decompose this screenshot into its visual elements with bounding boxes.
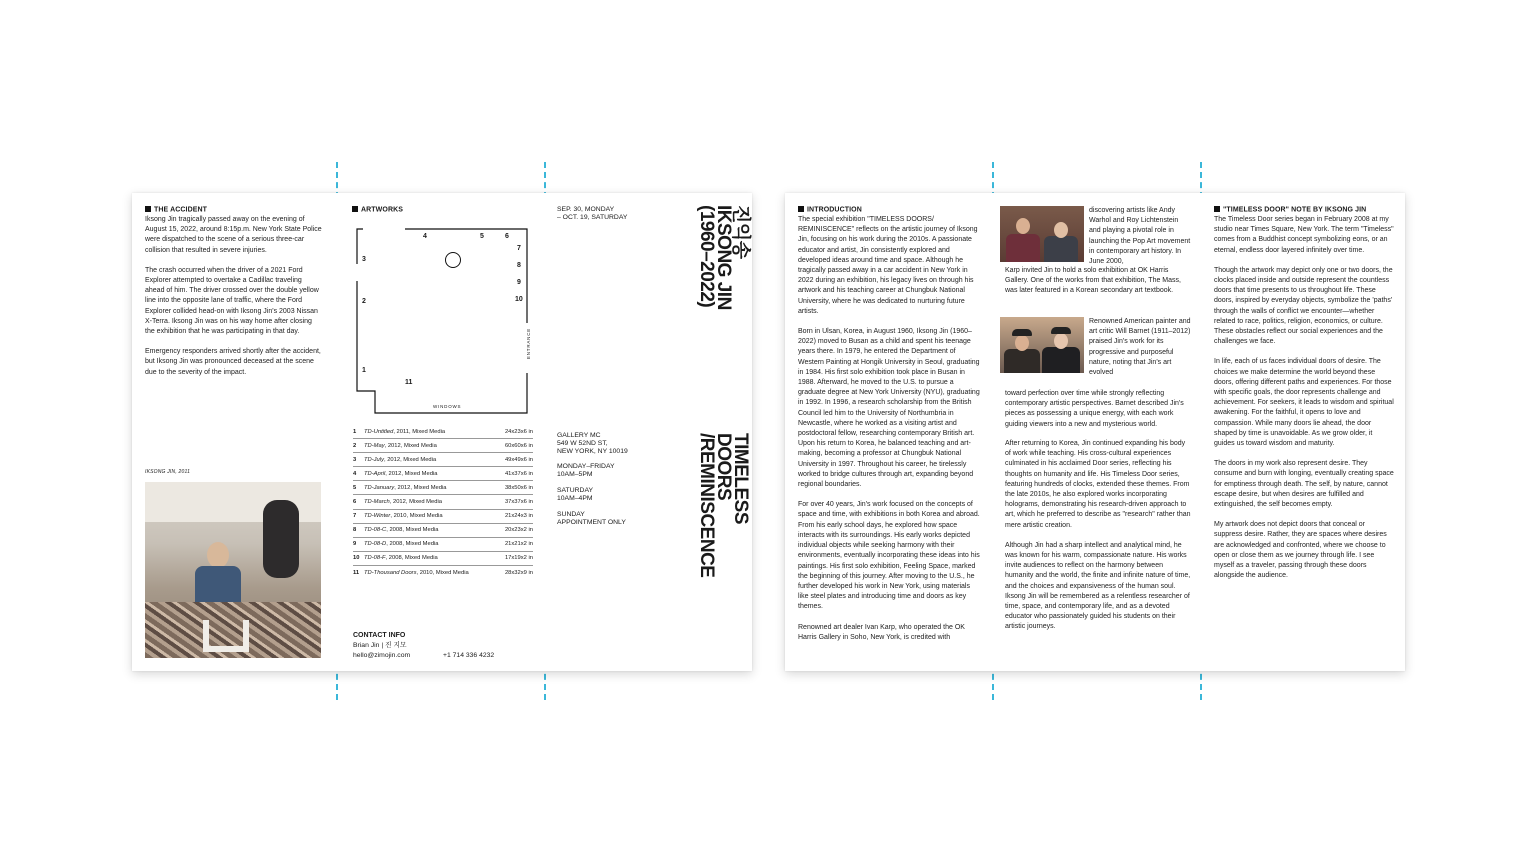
contact-email[interactable]: hello@zimojin.com xyxy=(353,652,411,659)
accident-text xyxy=(145,215,323,378)
gallery-address xyxy=(557,432,628,455)
address-line: 549 W 52ND ST, xyxy=(557,439,608,447)
note-paragraph: In life, each of us faces individual doors of desire. The choices we make determine the world beyond these doors, offering different paths and experiences. For those with specific goals, the door represents challenge and achievement. For seekers, it leads to wisdom and spiritual awakening. For the faithful, it opens to love and compassion. While many doors lie ahead, the door shaped by time is unavoidable. As we grow older, it guides us toward wisdom and maturity. xyxy=(1214,358,1394,448)
artist-years: (1960–2022) xyxy=(696,205,717,308)
brochure-outside-sheet xyxy=(132,193,752,671)
artwork-row: 2 TD-May, 2012, Mixed Media 60x60x6 in xyxy=(353,439,533,453)
title-line: DOORS xyxy=(713,433,734,501)
note-paragraph: The Timeless Door series began in February 2008 at my studio near Times Square, New York. The term "Timeless" comes from a Buddhist concept symbolizing eons, or an eternal, endless door layered infinitely over time. xyxy=(1214,216,1394,254)
artwork-row: 7 TD-Winter, 2010, Mixed Media 21x24x3 in xyxy=(353,510,533,524)
continued-text-wrap1: discovering artists like Andy Warhol and Roy Lichtenstein and playing a pivotal role in launching the Pop Art movement in contemporary art history. In June 2000, xyxy=(1089,207,1191,266)
artwork-row: 6 TD-March, 2012, Mixed Media 37x37x6 in xyxy=(353,495,533,509)
panel-artworks xyxy=(337,193,545,671)
plan-number: 6 xyxy=(505,233,509,240)
artists-photo xyxy=(1000,317,1084,373)
continued-text-wrap2: Renowned American painter and art critic Will Barnet (1911–2012) praised Jin's work for its progressive and purposeful nature, noting that Jin's art evolved xyxy=(1089,318,1191,377)
plan-number: 1 xyxy=(362,367,366,374)
artist-name-vertical xyxy=(698,205,749,310)
plan-number: 3 xyxy=(362,256,366,263)
intro-paragraph: Renowned art dealer Ivan Karp, who operated the OK Harris Gallery in Soho, New York, is credited with xyxy=(798,623,965,641)
artwork-row: 4 TD-April, 2012, Mixed Media 41x37x6 in xyxy=(353,467,533,481)
title-line: /REMINISCENCE xyxy=(696,433,717,578)
panel-introduction xyxy=(785,193,991,671)
floor-plan-walls xyxy=(353,221,537,421)
continued-paragraph: Although Jin had a sharp intellect and analytical mind, he was known for his warm, compassionate nature. His works invite audiences to reflect on the harmony between humanity and the world, the finite and infinite nature of time, and the choices and expansiveness of the human soul. Iksong Jin will be remembered as a relentless researcher of time, space, and contemporary life, and as a devoted educator who passionately guided his students on their artistic journeys. xyxy=(1005,541,1191,631)
note-paragraph: The doors in my work also represent desire. They consume and burn with longing, eventually creating space for emptiness through death. The self, by nature, cannot escape desire, but when desires are fulfilled and extinguished, the self becomes empty. xyxy=(1214,460,1394,509)
introduction-heading: INTRODUCTION xyxy=(798,206,862,215)
artist-name: IKSONG JIN xyxy=(713,205,734,310)
contact-info xyxy=(353,631,495,661)
artwork-row: 5 TD-January, 2012, Mixed Media 38x50x6 in xyxy=(353,481,533,495)
artwork-row: 1 TD-Untitled, 2011, Mixed Media 24x23x6 in xyxy=(353,425,533,439)
title-line: TIMELESS xyxy=(730,433,751,525)
artworks-heading: ARTWORKS xyxy=(352,206,403,215)
intro-paragraph: The special exhibition "TIMELESS DOORS/ REMINISCENCE" reflects on the artistic journey of Iksong Jin, focusing on his work during the 2010s. A passionate educator and artist, Jin consistently explored and developed ideas around time and space. Although he tragically passed away in a car accident in New York in 2022 during an exhibition, his legacy lives on through his artwork and his teaching career at Chungbuk National University, where he was dedicated to nurturing future artists. xyxy=(798,216,978,315)
hours-saturday: SATURDAY 10AM–4PM xyxy=(557,487,594,502)
artwork-row: 9 TD-08-D, 2008, Mixed Media 21x21x2 in xyxy=(353,538,533,552)
plan-number: 4 xyxy=(423,233,427,240)
accident-paragraph: The crash occurred when the driver of a 2021 Ford Explorer attempted to overtake a Cadillac traveling ahead of him. The driver crossed over the double yellow line into the opposite lane of traffic, where the Ford Explorer collided head-on with Iksong Jin's 2003 Nissan X-Terra. Iksong Jin was on his way home after closing the exhibition that he was participating in that day. xyxy=(145,266,319,336)
artwork-row: 10 TD-08-F, 2008, Mixed Media 17x19x2 in xyxy=(353,552,533,566)
artist-studio-photo xyxy=(145,482,321,658)
plan-number: 2 xyxy=(362,298,366,305)
date-end: – OCT. 19, SATURDAY xyxy=(557,213,628,221)
accident-paragraph: Emergency responders arrived shortly after the accident, but Iksong Jin was pronounced deceased at the scene due to the severity of the impact. xyxy=(145,348,321,376)
accident-paragraph: Iksong Jin tragically passed away on the evening of August 15, 2022, around 8:15p.m. New York State Police were dispatched to the scene of a serious three-car collision that resulted in severe injuries. xyxy=(145,216,322,254)
plan-number: 10 xyxy=(515,296,523,303)
continued-text-body xyxy=(1005,439,1191,633)
panel-artist-note xyxy=(1200,193,1405,671)
introduction-text xyxy=(798,215,981,643)
gallery-name: GALLERY MC xyxy=(557,432,601,439)
intro-paragraph: For over 40 years, Jin's work focused on the concepts of space and time, with exhibitions in both Korea and abroad. From his early school days, he explored how space interacts with its surroundings. His early works depicted individual objects while seeking harmony with their environments, eventually incorporating these ideas into his paintings. His first solo exhibition, Feeling Space, marked the beginning of this journey. After moving to the U.S., he further developed his work in New York, using materials like steel plates and introducing time and doors as key themes. xyxy=(798,501,980,611)
contact-heading: CONTACT INFO xyxy=(353,632,406,639)
hours-sunday: SUNDAY APPOINTMENT ONLY xyxy=(557,511,626,526)
exhibition-dates xyxy=(557,206,627,222)
artist-name-korean: 진익송 xyxy=(730,205,751,259)
panel-accident xyxy=(132,193,336,671)
plan-number: 8 xyxy=(517,262,521,269)
entrance-label: ENTRANCE xyxy=(526,327,532,360)
photo-caption: IKSONG JIN, 2011 xyxy=(145,469,191,475)
note-paragraph: Though the artwork may depict only one or two doors, the clocks placed inside and outside represent the countless doors that time presents to us throughout life. These doors, inspired by everyday objects, symbolize the 'paths' through the walls of conflict we encounter—whether related to race, politics, religion, economics, or culture. These obstacles reflect our social experiences and the challenges we face. xyxy=(1214,266,1393,346)
panel-cover xyxy=(545,193,752,671)
artwork-row: 8 TD-08-C, 2008, Mixed Media 20x23x2 in xyxy=(353,524,533,538)
note-text xyxy=(1214,215,1394,582)
plan-number: 5 xyxy=(480,233,484,240)
brochure-inside-sheet xyxy=(785,193,1405,671)
intro-paragraph: Born in Ulsan, Korea, in August 1960, Iksong Jin (1960–2022) moved to Busan as a child and spent his teenage years there. In 1979, he entered the Department of Western Painting at Hongik University in Seoul, graduating in 1984. His first solo exhibition took place in Busan in 1988. Afterward, he moved to the U.S. to pursue a graduate degree at New York University (NYU), graduating in 1992. In 1996, a research scholarship from the British Council led him to the University of Northumbria in Newcastle, where he worked as a visiting artist and postdoctoral fellow, researching contemporary British art. Upon his return to Korea, he balanced teaching and art-making, becoming a professor at Chungbuk National University in 1997. Throughout his career, he tirelessly worked to bridge cultures through art, expanding beyond regional boundaries. xyxy=(798,328,980,489)
accident-heading: THE ACCIDENT xyxy=(145,206,207,215)
note-heading: "TIMELESS DOOR" NOTE BY IKSONG JIN xyxy=(1214,206,1366,215)
plan-number: 11 xyxy=(405,379,413,386)
continued-paragraph: After returning to Korea, Jin continued expanding his body of work while teaching. His cross-cultural experiences culminated in his acclaimed Door series, reflecting his thoughts on humanity and life. His Timeless Door series, featuring hundreds of clocks, extended these themes. From the late 2010s, he also explored works incorporating holograms, demonstrating his research-driven approach to art, which he preferred to describe as "research" rather than mere artistic creation. xyxy=(1005,440,1191,529)
hours-weekday: MONDAY–FRIDAY 10AM–5PM xyxy=(557,463,615,478)
note-paragraph: My artwork does not depict doors that conceal or suppress desire. Rather, they are spaces where desires are acknowledged and confronted, where we choose to open or close them as we journey through life. I see myself as a traveler, passing through these doors alongside the audience. xyxy=(1214,521,1387,580)
contact-name: Brian Jin | 진 지모 xyxy=(353,642,407,649)
windows-label: WINDOWS xyxy=(433,404,462,409)
artists-photo xyxy=(1000,206,1084,262)
plan-number: 9 xyxy=(517,279,521,286)
artwork-row: 3 TD-July, 2012, Mixed Media 49x49x6 in xyxy=(353,453,533,467)
plan-number: 7 xyxy=(517,245,521,252)
artwork-list xyxy=(353,425,533,580)
continued-text: Karp invited Jin to hold a solo exhibition at OK Harris Gallery. One of the works from that exhibition, The Mass, was later featured in a Korean secondary art textbook. xyxy=(1005,267,1181,295)
artwork-row: 11 TD-Thousand Doors, 2010, Mixed Media 28x32x9 in xyxy=(353,569,533,576)
exhibition-title-vertical xyxy=(698,433,749,577)
address-line: NEW YORK, NY 10019 xyxy=(557,447,628,455)
gallery-floor-plan xyxy=(353,221,537,421)
date-start: SEP. 30, MONDAY xyxy=(557,206,615,213)
panel-introduction-continued xyxy=(992,193,1200,671)
contact-phone[interactable]: +1 714 336 4232 xyxy=(443,652,495,659)
continued-text: toward perfection over time while strongly reflecting contemporary artistic perspectives. Barnet described Jin's pieces as possessing a unique energy, with each work guiding viewers into a new and mysterious world. xyxy=(1005,390,1184,428)
